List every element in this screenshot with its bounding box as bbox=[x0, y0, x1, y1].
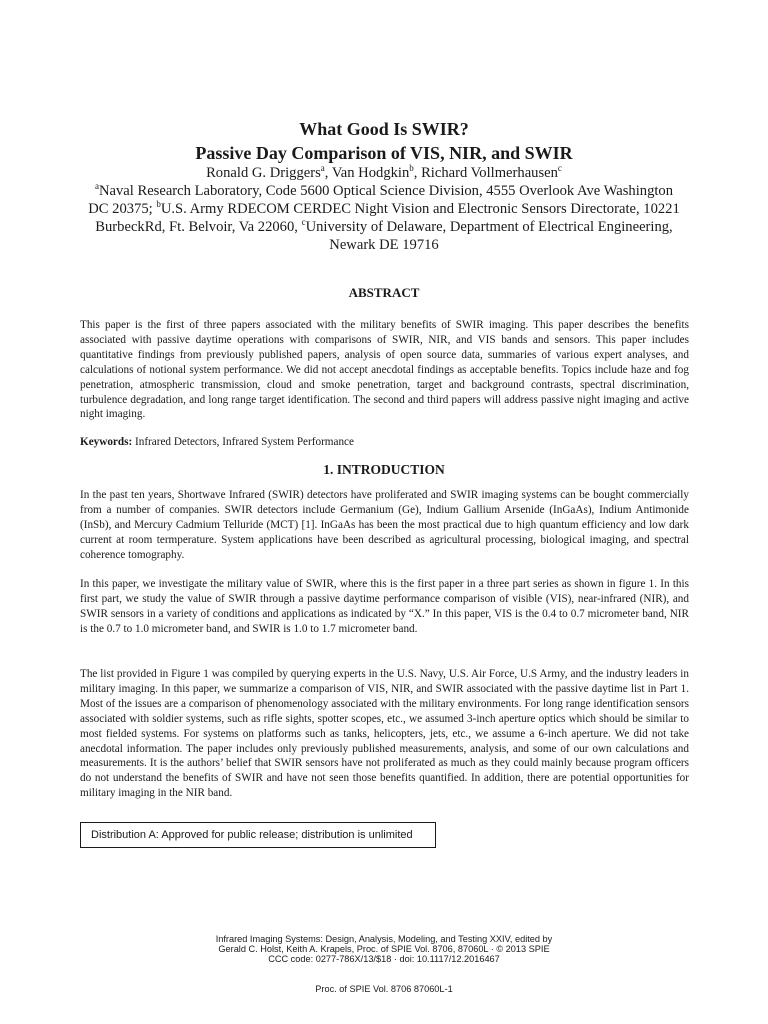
paper-title-line-1: What Good Is SWIR? bbox=[299, 119, 469, 139]
affiliation-superscript: a bbox=[94, 181, 99, 192]
keywords-label: Keywords: bbox=[80, 436, 133, 448]
affiliations bbox=[84, 182, 684, 254]
affiliation-superscript: c bbox=[301, 217, 306, 228]
author-superscript: b bbox=[409, 163, 414, 174]
footer-editors-line: Gerald C. Holst, Keith A. Krapels, Proc. of SPIE Vol. 8706, 87060L · © 2013 SPIE bbox=[218, 944, 550, 954]
author-name: Richard Vollmerhausen bbox=[421, 165, 558, 181]
abstract-heading: ABSTRACT bbox=[348, 285, 420, 300]
keywords-line bbox=[80, 435, 689, 450]
author-name: Ronald G. Driggers bbox=[206, 165, 321, 181]
intro-paragraph: The list provided in Figure 1 was compiled by querying experts in the U.S. Navy, U.S. Air Force, U.S Army, and the industry leaders in military imaging. In this paper, we summarize a comparison of VIS, NIR, and SWIR associated with the passive daytime list in Part 1. Most of the issues are a comparison of phenomenology associated with the military environments. For long range identification sensors associated with soldier systems, such as rifle sights, spotter scopes, etc., we assumed 3-inch aperture optics which should be similar to most fielded systems. For systems on platforms such as tanks, helicopters, jets, etc., we assume a 6-inch aperture. We did not take anecdotal information. The paper includes only previously published measurements, analysis, and some of our own calculations and measurements. It is the authors’ belief that SWIR sensors have not proliferated as much as they could mainly because program officers do not understand the benefits of SWIR and have not seen those benefits quantified. In addition, there are potential opportunities for military imaging in the NIR band. bbox=[80, 668, 689, 800]
paper-title-line-2: Passive Day Comparison of VIS, NIR, and SWIR bbox=[195, 143, 573, 163]
affiliation-text: U.S. Army RDECOM CERDEC Night Vision and Electronic Sensors Directorate, 10221 BurbeckRd, Ft. Belvoir, Va 22060, bbox=[95, 201, 680, 235]
abstract-text: This paper is the first of three papers associated with the military benefits of SWIR imaging. This paper describes the benefits associated with passive daytime operations with comparisons of SWIR, NIR, and VIS bands and sensors. This paper includes quantitative findings from previously published papers, analysis of open source data, summaries of various expert analyses, and calculations of notional system performance. We did not accept anecdotal findings as acceptable benefits. Topics include haze and fog penetration, atmospheric transmission, cloud and smoke penetration, target and background contrasts, spectral discrimination, turbulence degradation, and long range target identification. The second and third papers will address passive night imaging and active night imaging. bbox=[80, 319, 689, 421]
author-list bbox=[0, 164, 768, 182]
distribution-statement-box: Distribution A: Approved for public release; distribution is unlimited bbox=[80, 822, 436, 848]
keywords-text: Infrared Detectors, Infrared System Performance bbox=[132, 436, 354, 448]
author-superscript: a bbox=[320, 163, 325, 174]
author-superscript: c bbox=[557, 163, 562, 174]
footer-page-number: Proc. of SPIE Vol. 8706 87060L-1 bbox=[315, 984, 453, 994]
author-separator: , bbox=[413, 165, 422, 181]
footer-doi-line: CCC code: 0277-786X/13/$18 · doi: 10.1117/12.2016467 bbox=[268, 954, 500, 964]
author-separator: , bbox=[324, 165, 332, 181]
author-name: Van Hodgkin bbox=[331, 165, 410, 181]
affiliation-text: Naval Research Laboratory, Code 5600 Optical Science Division, 4555 Overlook Ave Washington DC 20375; bbox=[88, 183, 674, 217]
footer-proceedings-line: Infrared Imaging Systems: Design, Analysis, Modeling, and Testing XXIV, edited by bbox=[215, 934, 553, 944]
section-heading-introduction: 1. INTRODUCTION bbox=[323, 462, 445, 477]
intro-paragraph: In this paper, we investigate the military value of SWIR, where this is the first paper in a three part series as shown in figure 1. In this first part, we study the value of SWIR through a passive daytime performance comparison of visible (VIS), near-infrared (NIR), and SWIR sensors in a variety of conditions and applications as indicated by “X.” In this paper, VIS is the 0.4 to 0.7 micrometer band, NIR is the 0.7 to 1.0 micrometer band, and SWIR is 1.0 to 1.7 micrometer band. bbox=[80, 578, 689, 635]
affiliation-superscript: b bbox=[156, 199, 161, 210]
intro-paragraph: In the past ten years, Shortwave Infrared (SWIR) detectors have proliferated and SWIR imaging systems can be bought commercially from a number of companies. SWIR detectors include Germanium (Ge), Indium Gallium Arsenide (InGaAs), Indium Antimonide (InSb), and Mercury Cadmium Telluride (MCT) [1]. InGaAs has been the most practical due to high quantum efficiency and low dark current at room termperature. System applications have been described as agricultural processing, biological imaging, and spectral coherence tomography. bbox=[80, 489, 689, 561]
affiliation-text: University of Delaware, Department of Electrical Engineering, Newark DE 19716 bbox=[305, 219, 673, 253]
